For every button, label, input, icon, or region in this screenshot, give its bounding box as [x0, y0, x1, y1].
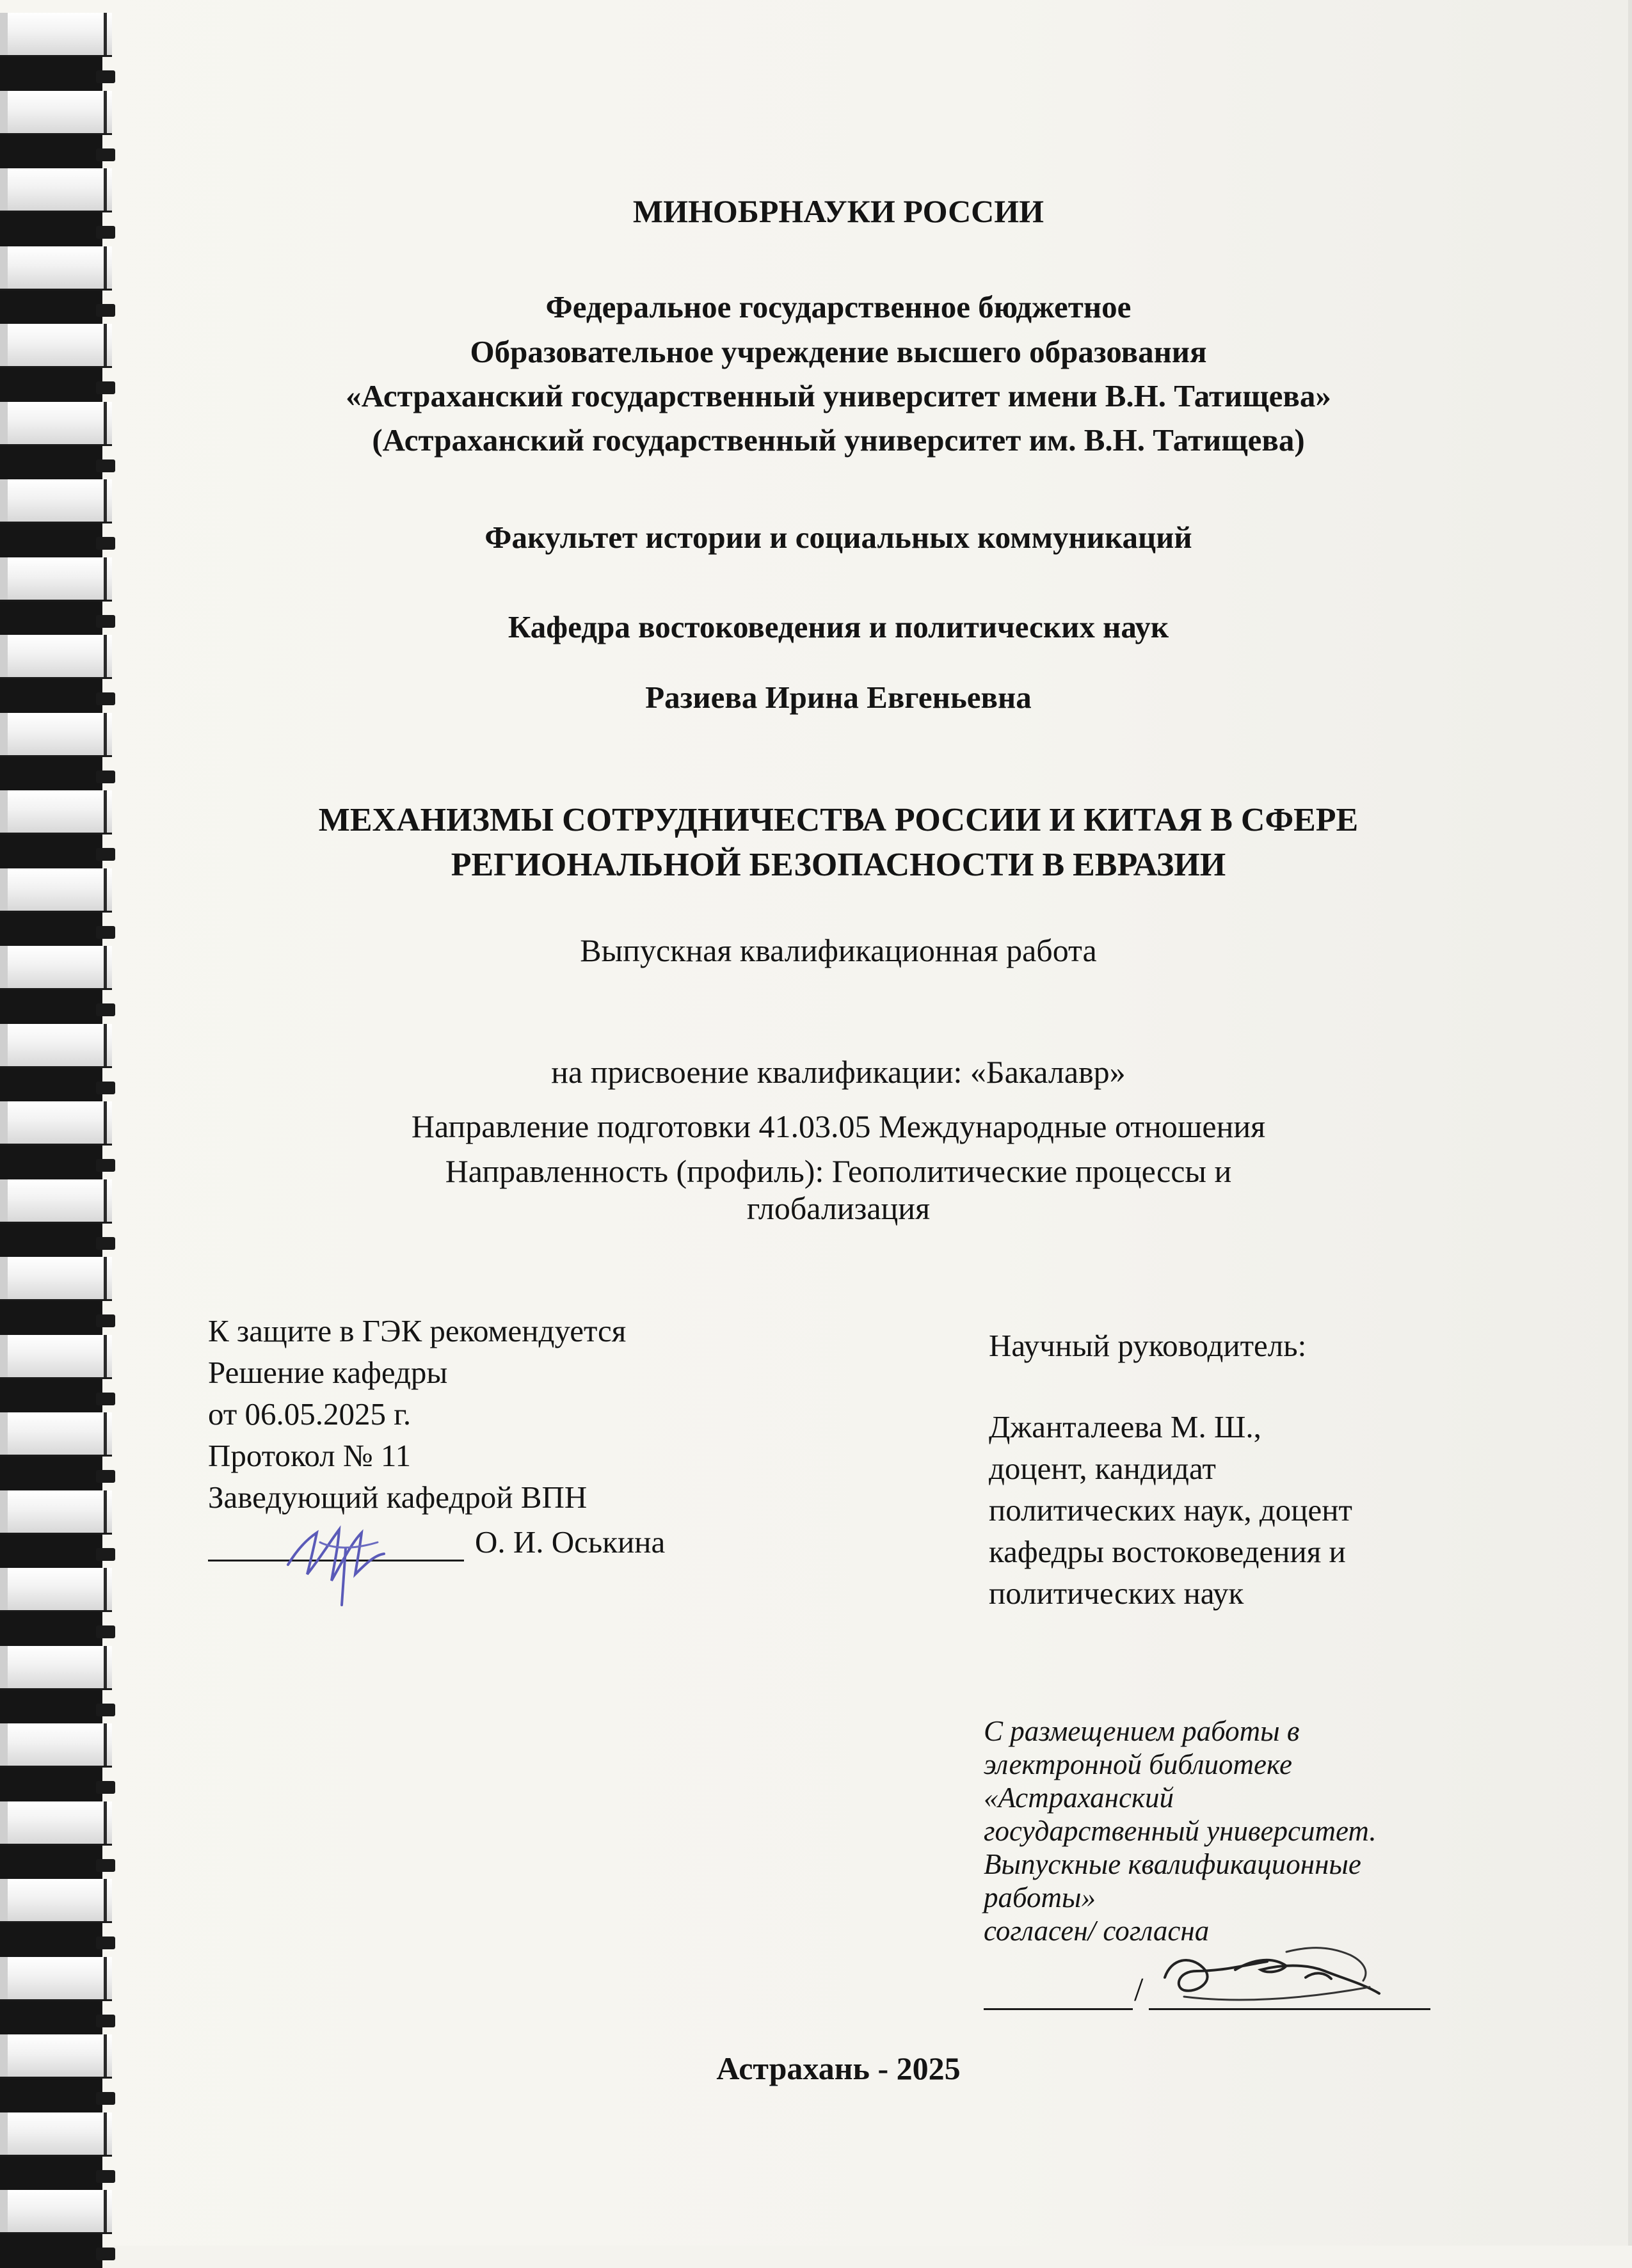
faculty-name: Факультет истории и социальных коммуникаций [484, 520, 1192, 555]
binding-ring [0, 1568, 112, 1612]
binding-gap [0, 1066, 102, 1102]
institution-line-4: (Астраханский государственный университет им. В.Н. Татищева) [372, 422, 1305, 458]
binding-gap [0, 289, 102, 324]
binding-ring [0, 479, 112, 523]
binding-gap [0, 833, 102, 868]
binding-gap [0, 1999, 102, 2035]
binding-ring [0, 1490, 112, 1535]
binding-hole [96, 1082, 115, 1094]
consent-line-1: С размещением работы в [984, 1715, 1300, 1747]
binding-ring [0, 1101, 112, 1146]
page-edge [1628, 0, 1632, 2246]
binding-ring [0, 557, 112, 602]
binding-hole [96, 771, 115, 783]
comb-binding [0, 0, 128, 2246]
binding-ring [0, 868, 112, 913]
binding-ring [0, 713, 112, 757]
binding-hole [96, 2092, 115, 2105]
binding-gap [0, 755, 102, 791]
binding-hole [96, 1781, 115, 1794]
binding-ring [0, 246, 112, 291]
binding-ring [0, 1257, 112, 1301]
consent-line-3: «Астраханский [984, 1782, 1174, 1814]
binding-hole [96, 1859, 115, 1872]
binding-hole [96, 1314, 115, 1327]
binding-hole [96, 1625, 115, 1638]
binding-ring [0, 790, 112, 835]
binding-hole [96, 926, 115, 939]
consent-line-6: работы» [984, 1881, 1096, 1913]
binding-hole [96, 1470, 115, 1483]
binding-hole [96, 226, 115, 239]
binding-hole [96, 1393, 115, 1405]
binding-ring [0, 91, 112, 135]
defense-line-2: Решение кафедры [208, 1355, 448, 1390]
supervisor-line-4: кафедры востоковедения и [989, 1534, 1346, 1569]
defense-line-5: Заведующий кафедрой ВПН [208, 1480, 588, 1515]
author-name: Разиева Ирина Евгеньевна [645, 680, 1032, 715]
defense-line-4: Протокол № 11 [208, 1438, 412, 1473]
qualification-line-4: глобализация [746, 1190, 931, 1226]
binding-ring [0, 1335, 112, 1379]
binding-ring [0, 1646, 112, 1690]
binding-ring [0, 1957, 112, 2001]
binding-hole [96, 2015, 115, 2027]
supervisor-line-3: политических наук, доцент [989, 1492, 1352, 1528]
city-year: Астрахань - 2025 [716, 2050, 961, 2086]
binding-ring [0, 324, 112, 368]
head-signature-image [282, 1504, 410, 1606]
binding-hole [96, 1003, 115, 1016]
supervisor-name: Джанталеева М. Ш., [989, 1409, 1261, 1444]
binding-ring [0, 1801, 112, 1846]
defense-line-1: К защите в ГЭК рекомендуется [208, 1313, 627, 1348]
qualification-line-3: Направленность (профиль): Геополитические процессы и [445, 1153, 1232, 1189]
supervisor-label: Научный руководитель: [989, 1328, 1307, 1363]
binding-ring [0, 635, 112, 679]
qualification-line-1: на присвоение квалификации: «Бакалавр» [551, 1054, 1126, 1090]
binding-gap [0, 988, 102, 1024]
binding-ring [0, 168, 112, 212]
binding-hole [96, 381, 115, 394]
binding-hole [96, 304, 115, 317]
institution-line-1: Федеральное государственное бюджетное [545, 289, 1132, 324]
binding-hole [96, 848, 115, 861]
binding-gap [0, 1533, 102, 1569]
binding-gap [0, 55, 102, 91]
binding-gap [0, 133, 102, 169]
binding-ring [0, 946, 112, 990]
binding-gap [0, 366, 102, 402]
binding-gap [0, 2232, 102, 2268]
binding-hole [96, 1548, 115, 1561]
binding-gap [0, 1299, 102, 1335]
thesis-title-line-1: МЕХАНИЗМЫ СОТРУДНИЧЕСТВА РОССИИ И КИТАЯ В СФЕРЕ [318, 802, 1359, 838]
binding-gap [0, 1455, 102, 1490]
binding-hole [96, 2170, 115, 2183]
binding-hole [96, 692, 115, 705]
binding-gap [0, 1377, 102, 1413]
binding-gap [0, 1921, 102, 1957]
binding-ring [0, 402, 112, 446]
work-type: Выпускная квалификационная работа [580, 932, 1097, 968]
binding-gap [0, 444, 102, 480]
binding-hole [96, 1704, 115, 1716]
consent-line-7: согласен/ согласна [984, 1915, 1210, 1947]
binding-ring [0, 1179, 112, 1224]
binding-gap [0, 1844, 102, 1880]
ministry-name: МИНОБРНАУКИ РОССИИ [632, 193, 1044, 229]
binding-hole [96, 615, 115, 628]
supervisor-line-5: политических наук [989, 1576, 1244, 1611]
binding-ring [0, 1412, 112, 1457]
binding-hole [96, 1937, 115, 1949]
binding-gap [0, 600, 102, 635]
institution-line-3: «Астраханский государственный университет имени В.Н. Татищева» [346, 378, 1331, 413]
binding-hole [96, 70, 115, 83]
consent-line-4: государственный университет. [984, 1815, 1377, 1847]
binding-hole [96, 2248, 115, 2260]
qualification-line-2: Направление подготовки 41.03.05 Международные отношения [411, 1108, 1266, 1144]
consent-line-2: электронной библиотеке [984, 1748, 1292, 1780]
binding-ring [0, 13, 112, 57]
binding-ring [0, 1024, 112, 1068]
head-name: О. И. Оськина [475, 1524, 666, 1560]
consent-line-5: Выпускные квалификационные [984, 1848, 1361, 1880]
author-signature-image [1158, 1933, 1389, 2022]
binding-ring [0, 2190, 112, 2234]
binding-gap [0, 1688, 102, 1724]
defense-line-3: от 06.05.2025 г. [208, 1396, 412, 1432]
binding-hole [96, 1237, 115, 1250]
binding-hole [96, 459, 115, 472]
binding-gap [0, 1766, 102, 1801]
binding-ring [0, 2034, 112, 2079]
binding-gap [0, 1610, 102, 1646]
binding-hole [96, 148, 115, 161]
binding-hole [96, 537, 115, 550]
binding-ring [0, 1723, 112, 1768]
binding-ring [0, 2112, 112, 2157]
binding-hole [96, 1159, 115, 1172]
binding-gap [0, 911, 102, 946]
thesis-title-line-2: РЕГИОНАЛЬНОЙ БЕЗОПАСНОСТИ В ЕВРАЗИИ [451, 847, 1226, 883]
binding-gap [0, 211, 102, 246]
department-name: Кафедра востоковедения и политических наук [508, 609, 1169, 644]
supervisor-line-2: доцент, кандидат [989, 1451, 1216, 1486]
binding-ring [0, 1879, 112, 1923]
consent-signature-line-left [984, 2008, 1133, 2010]
binding-gap [0, 1222, 102, 1258]
binding-gap [0, 677, 102, 713]
binding-gap [0, 2077, 102, 2112]
consent-slash: / [1134, 1972, 1144, 2008]
institution-line-2: Образовательное учреждение высшего образования [470, 334, 1207, 369]
binding-gap [0, 1144, 102, 1179]
binding-gap [0, 522, 102, 557]
binding-gap [0, 2155, 102, 2191]
